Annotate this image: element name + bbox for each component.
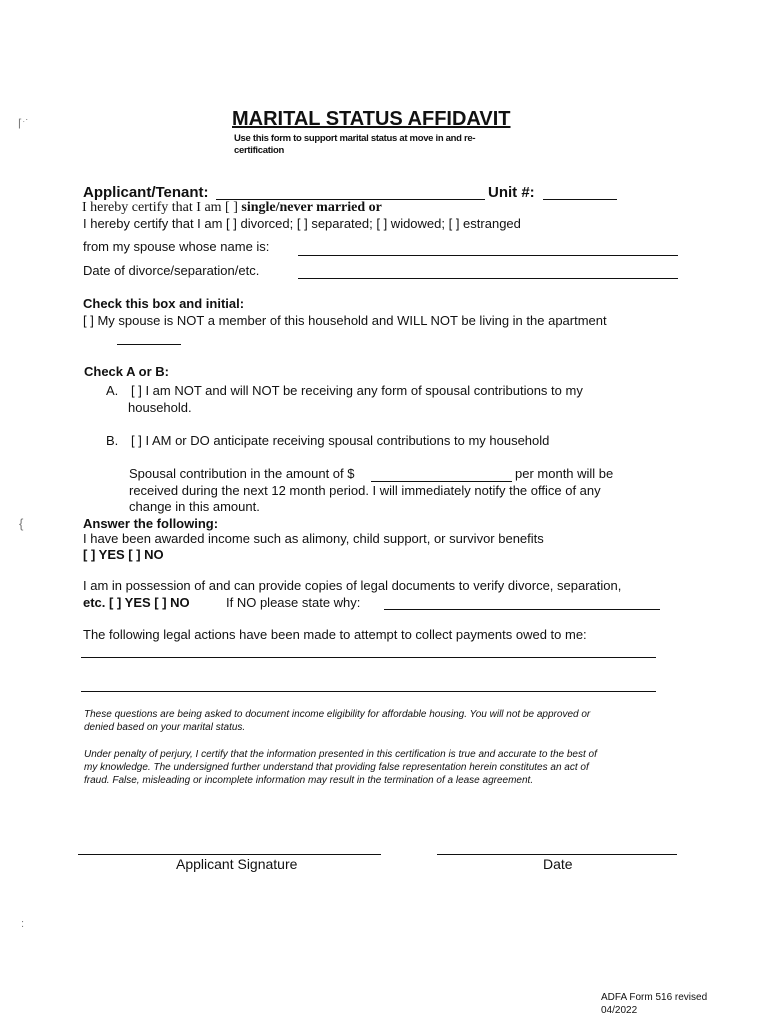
contribution-prefix: Spousal contribution in the amount of $	[129, 466, 355, 481]
option-b-line: [ ] I AM or DO anticipate receiving spousal contributions to my household	[131, 433, 550, 448]
awarded-income-question: I have been awarded income such as alimony, child support, or survivor benefits	[83, 531, 544, 546]
scan-mark: :	[21, 918, 25, 930]
scan-mark: {	[19, 516, 24, 531]
option-a-letter: A.	[106, 383, 119, 398]
spouse-name-field[interactable]	[298, 255, 678, 256]
applicant-signature-field[interactable]	[78, 854, 381, 855]
disclaimer-p2-line-3: fraud. False, misleading or incomplete information may result in the termination of a lease agreement.	[84, 775, 534, 786]
legal-actions-question: The following legal actions have been made to attempt to collect payments owed to me:	[83, 627, 587, 642]
option-a-line-1: [ ] I am NOT and will NOT be receiving any form of spousal contributions to my	[131, 383, 583, 398]
page-title: MARITAL STATUS AFFIDAVIT	[232, 108, 511, 130]
disclaimer-p2-line-1: Under penalty of perjury, I certify that the information presented in this certification is true and accurate to the best of	[84, 749, 597, 760]
contribution-amount-field[interactable]	[371, 481, 512, 482]
legal-documents-options: etc. [ ] YES [ ] NO	[83, 595, 190, 610]
option-b-letter: B.	[106, 433, 119, 448]
scan-mark: ⌈ˑ˙	[18, 118, 30, 130]
legal-documents-why-field[interactable]	[384, 609, 660, 610]
form-id: ADFA Form 516 revised	[601, 992, 708, 1003]
contribution-suffix: per month will be	[515, 466, 614, 481]
unit-label: Unit #:	[488, 184, 535, 201]
check-a-or-b-heading: Check A or B:	[84, 364, 169, 379]
signature-date-field[interactable]	[437, 854, 677, 855]
disclaimer-p2-line-2: my knowledge. The undersigned further understand that providing false representation herein constitutes an act of	[84, 762, 589, 773]
spouse-not-member-statement: [ ] My spouse is NOT a member of this household and WILL NOT be living in the apartment	[83, 313, 607, 328]
legal-documents-why-label: If NO please state why:	[226, 595, 361, 610]
check-box-heading: Check this box and initial:	[83, 296, 245, 311]
certify-single-line	[82, 200, 382, 216]
applicant-signature-label: Applicant Signature	[176, 856, 298, 872]
applicant-label: Applicant/Tenant:	[83, 184, 209, 201]
legal-actions-field-1[interactable]	[81, 657, 656, 658]
answer-heading: Answer the following:	[83, 516, 219, 531]
divorce-date-label: Date of divorce/separation/etc.	[83, 263, 260, 278]
page-subtitle-line-1: Use this form to support marital status at move in and re-	[234, 133, 476, 144]
legal-documents-question: I am in possession of and can provide copies of legal documents to verify divorce, separation,	[83, 578, 622, 593]
option-a-line-2: household.	[128, 400, 192, 415]
single-never-married-text: single/never married or	[241, 200, 382, 215]
unit-field[interactable]	[543, 199, 617, 200]
certify-single-text: I hereby certify that I am [ ]	[82, 200, 238, 215]
disclaimer-p1-line-2: denied based on your marital status.	[84, 722, 246, 733]
form-revision-date: 04/2022	[601, 1005, 638, 1016]
signature-date-label: Date	[543, 856, 573, 872]
divorce-date-field[interactable]	[298, 278, 678, 279]
legal-actions-field-2[interactable]	[81, 691, 656, 692]
disclaimer-p1-line-1: These questions are being asked to document income eligibility for affordable housing. You will not be approved or	[84, 709, 591, 720]
certify-status-line: I hereby certify that I am [ ] divorced; [ ] separated; [ ] widowed; [ ] estranged	[83, 216, 521, 231]
initial-field[interactable]	[117, 344, 181, 345]
contribution-line-3: change in this amount.	[129, 499, 260, 514]
page-subtitle-line-2: certification	[234, 145, 284, 156]
spouse-name-label: from my spouse whose name is:	[83, 239, 270, 254]
awarded-income-options: [ ] YES [ ] NO	[83, 547, 164, 562]
contribution-line-2: received during the next 12 month period. I will immediately notify the office of any	[129, 483, 601, 498]
